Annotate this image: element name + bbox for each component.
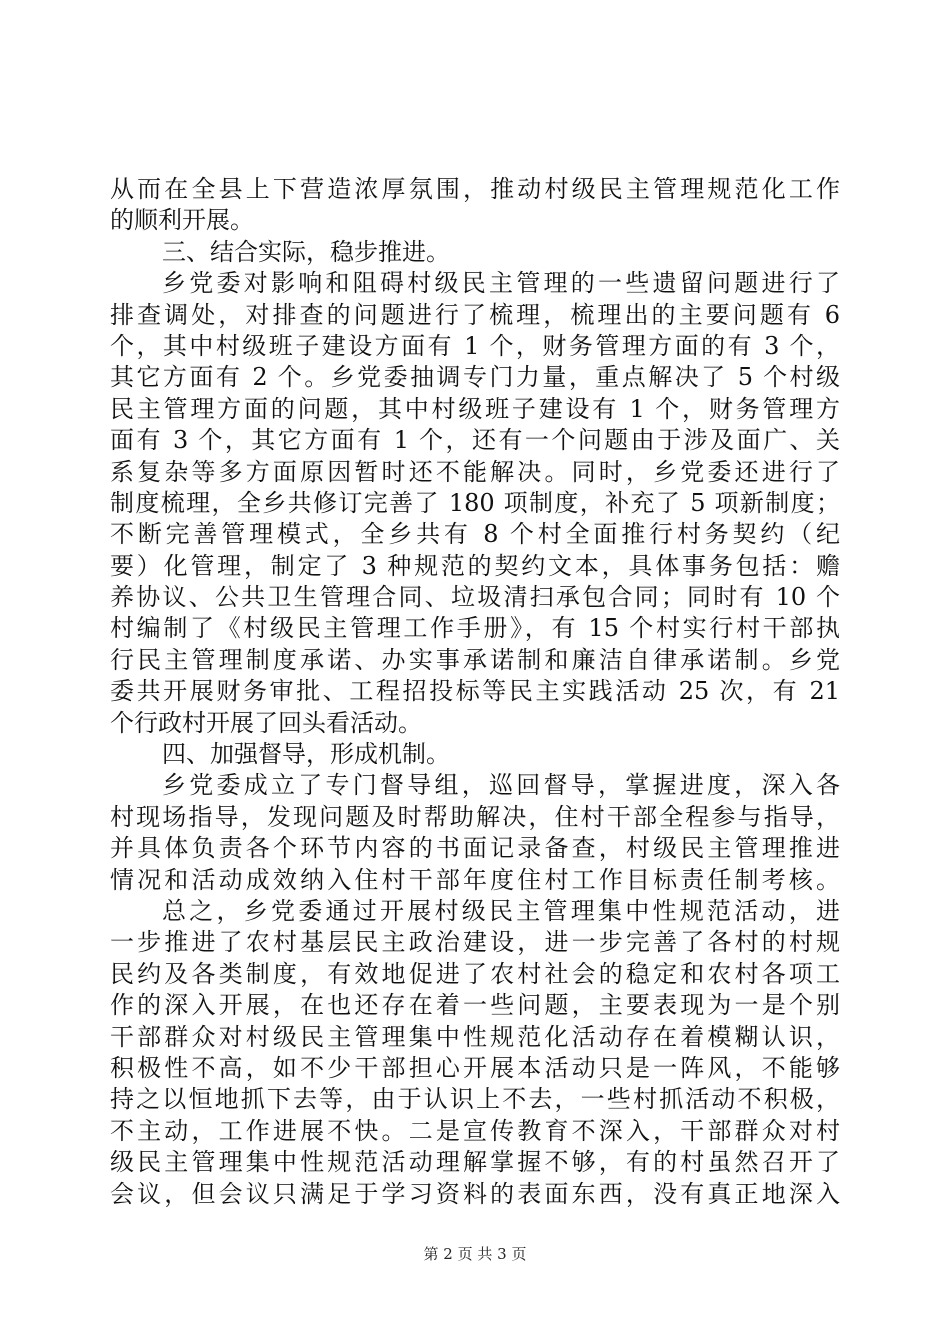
text-line: 不断完善管理模式，全乡共有 8 个村全面推行村务契约（纪 [110, 520, 840, 549]
text-line: 乡党委对影响和阻碍村级民主管理的一些遗留问题进行了 [162, 269, 840, 298]
text-line: 不主动，工作进展不快。二是宣传教育不深入，干部群众对村 [110, 1116, 840, 1145]
text-line: 委共开展财务审批、工程招投标等民主实践活动 25 次，有 21 [110, 677, 840, 706]
text-line: 持之以恒地抓下去等，由于认识上不去，一些村抓活动不积极， [110, 1085, 840, 1114]
text-line: 面有 3 个，其它方面有 1 个，还有一个问题由于涉及面广、关 [110, 426, 840, 455]
text-line: 乡党委成立了专门督导组，巡回督导，掌握进度，深入各 [162, 771, 840, 800]
text-line: 级民主管理集中性规范活动理解掌握不够，有的村虽然召开了 [110, 1148, 840, 1177]
text-line: 干部群众对村级民主管理集中性规范化活动存在着模糊认识， [110, 1022, 840, 1051]
text-line: 总之，乡党委通过开展村级民主管理集中性规范活动，进 [162, 896, 840, 925]
text-line: 个行政村开展了回头看活动。 [110, 708, 422, 737]
text-line: 情况和活动成效纳入住村干部年度住村工作目标责任制考核。 [110, 865, 840, 894]
text-line: 三、结合实际，稳步推进。 [162, 237, 450, 266]
text-line: 的顺利开展。 [110, 206, 254, 235]
text-line: 积极性不高，如不少干部担心开展本活动只是一阵风，不能够 [110, 1053, 840, 1082]
text-line: 四、加强督导，形成机制。 [162, 740, 450, 769]
text-line: 村编制了《村级民主管理工作手册》，有 15 个村实行村干部执 [110, 614, 840, 643]
page-footer: 第 2 页 共 3 页 [423, 1245, 527, 1263]
text-line: 其它方面有 2 个。乡党委抽调专门力量，重点解决了 5 个村级 [110, 363, 840, 392]
text-line: 作的深入开展，在也还存在着一些问题，主要表现为一是个别 [110, 991, 840, 1020]
text-line: 民主管理方面的问题，其中村级班子建设有 1 个，财务管理方 [110, 394, 840, 423]
text-line: 并具体负责各个环节内容的书面记录备查，村级民主管理推进 [110, 834, 840, 863]
text-line: 村现场指导，发现问题及时帮助解决，住村干部全程参与指导， [110, 802, 840, 831]
text-line: 要）化管理，制定了 3 种规范的契约文本，具体事务包括：赡 [110, 551, 840, 580]
text-line: 一步推进了农村基层民主政治建设，进一步完善了各村的村规 [110, 928, 840, 957]
text-line: 个，其中村级班子建设方面有 1 个，财务管理方面的有 3 个， [110, 331, 840, 360]
text-line: 行民主管理制度承诺、办实事承诺制和廉洁自律承诺制。乡党 [110, 645, 840, 674]
text-line: 制度梳理，全乡共修订完善了 180 项制度，补充了 5 项新制度； [110, 488, 840, 517]
text-line: 民约及各类制度，有效地促进了农村社会的稳定和农村各项工 [110, 959, 840, 988]
text-line: 会议，但会议只满足于学习资料的表面东西，没有真正地深入 [110, 1179, 840, 1208]
document-body [110, 174, 840, 1210]
text-line: 排查调处，对排查的问题进行了梳理，梳理出的主要问题有 6 [110, 300, 840, 329]
text-line: 养协议、公共卫生管理合同、垃圾清扫承包合同；同时有 10 个 [110, 583, 840, 612]
text-line: 系复杂等多方面原因暂时还不能解决。同时，乡党委还进行了 [110, 457, 840, 486]
text-line: 从而在全县上下营造浓厚氛围，推动村级民主管理规范化工作 [110, 175, 840, 203]
